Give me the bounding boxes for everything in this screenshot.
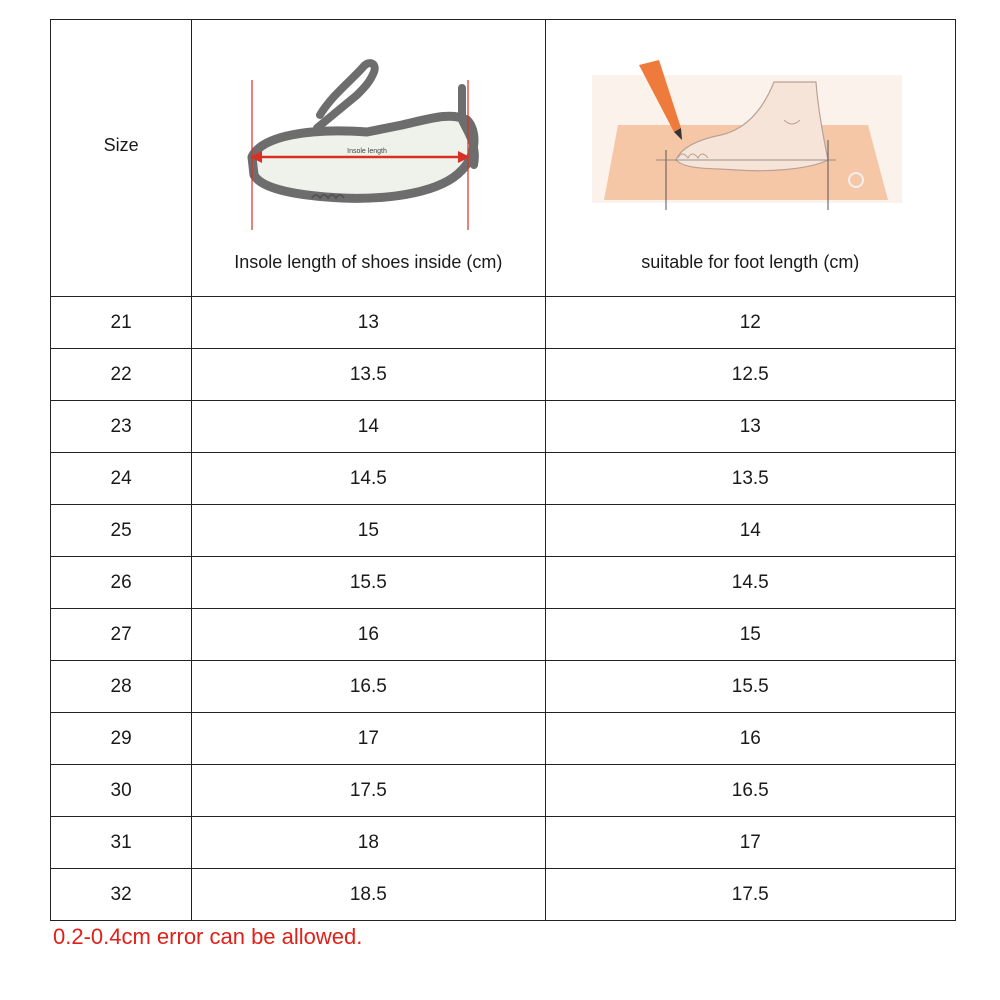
foot-length-cell: 15	[545, 609, 955, 661]
foot-header-label: suitable for foot length (cm)	[641, 252, 860, 272]
size-cell: 22	[51, 349, 192, 401]
size-cell: 26	[51, 557, 192, 609]
header-row	[51, 20, 956, 297]
insole-header-cell	[192, 20, 545, 297]
insole-length-cell: 16.5	[192, 661, 545, 713]
table-row	[51, 661, 956, 713]
table-row	[51, 401, 956, 453]
foot-length-cell: 14	[545, 505, 955, 557]
insole-length-cell: 18	[192, 817, 545, 869]
table-row	[51, 609, 956, 661]
insole-length-cell: 13	[192, 297, 545, 349]
table-row	[51, 505, 956, 557]
size-cell: 27	[51, 609, 192, 661]
foot-length-cell: 13.5	[545, 453, 955, 505]
table-row	[51, 453, 956, 505]
error-tolerance-note: 0.2-0.4cm error can be allowed.	[53, 924, 363, 949]
insole-caption: Insole length	[347, 148, 387, 155]
foot-length-cell: 15.5	[545, 661, 955, 713]
insole-length-cell: 15	[192, 505, 545, 557]
foot-header-cell	[545, 20, 955, 297]
foot-length-cell: 13	[545, 401, 955, 453]
insole-length-cell: 13.5	[192, 349, 545, 401]
table-row	[51, 817, 956, 869]
size-cell: 32	[51, 869, 192, 921]
size-cell: 31	[51, 817, 192, 869]
table-row	[51, 297, 956, 349]
foot-length-cell: 17	[545, 817, 955, 869]
table-row	[51, 557, 956, 609]
size-cell: 23	[51, 401, 192, 453]
shoe-insole-illustration	[192, 20, 545, 250]
insole-length-cell: 14.5	[192, 453, 545, 505]
size-cell: 25	[51, 505, 192, 557]
size-header-cell	[51, 20, 192, 297]
table-row	[51, 869, 956, 921]
size-cell: 30	[51, 765, 192, 817]
size-cell: 24	[51, 453, 192, 505]
insole-header-label: Insole length of shoes inside (cm)	[234, 252, 503, 272]
foot-length-cell: 12	[545, 297, 955, 349]
insole-length-cell: 17	[192, 713, 545, 765]
foot-length-cell: 17.5	[545, 869, 955, 921]
table-row	[51, 713, 956, 765]
size-cell: 21	[51, 297, 192, 349]
insole-length-cell: 18.5	[192, 869, 545, 921]
foot-measure-illustration	[546, 20, 956, 250]
foot-length-cell: 16	[545, 713, 955, 765]
size-cell: 29	[51, 713, 192, 765]
insole-length-cell: 16	[192, 609, 545, 661]
insole-length-cell: 17.5	[192, 765, 545, 817]
size-chart-table	[50, 19, 956, 921]
size-cell: 28	[51, 661, 192, 713]
foot-length-cell: 14.5	[545, 557, 955, 609]
size-header-label: Size	[103, 135, 139, 155]
table-row	[51, 349, 956, 401]
foot-length-cell: 16.5	[545, 765, 955, 817]
insole-length-cell: 15.5	[192, 557, 545, 609]
foot-length-cell: 12.5	[545, 349, 955, 401]
table-row	[51, 765, 956, 817]
insole-length-cell: 14	[192, 401, 545, 453]
